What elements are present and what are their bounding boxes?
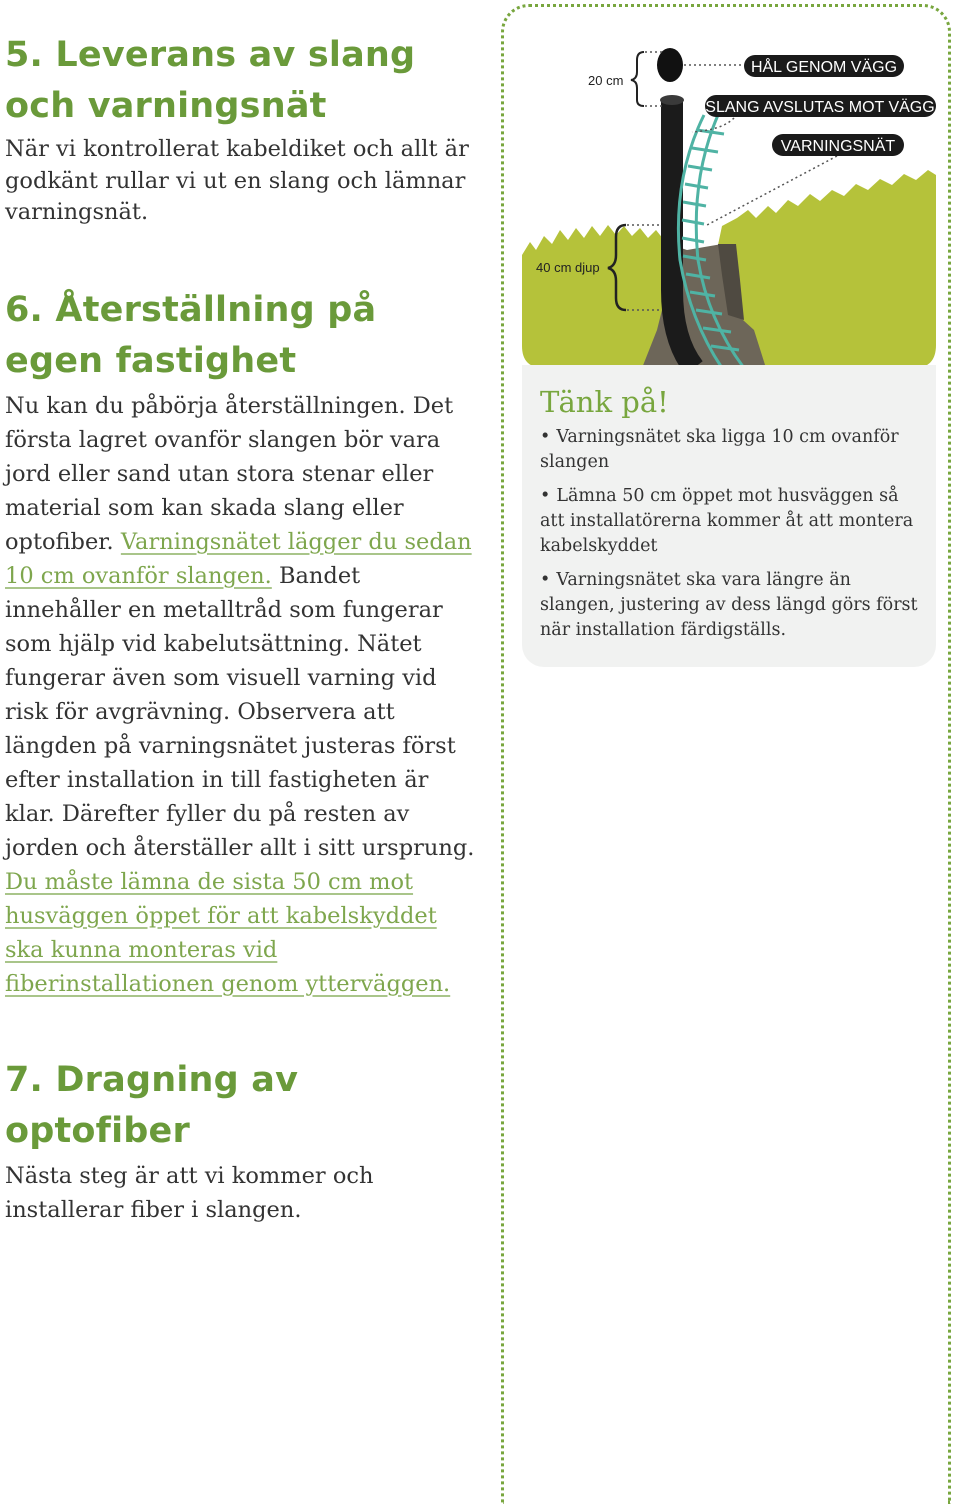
section-6-title	[5, 285, 475, 387]
hose-end	[660, 95, 684, 105]
tip-item	[540, 425, 918, 475]
section-5-body: När vi kontrollerat kabeldiket och allt är godkänt rullar vi ut en slang och lämnar varningsnät.	[5, 136, 469, 225]
section-7	[5, 1055, 475, 1227]
tip-item-text: Lämna 50 cm öppet mot husväggen så att installatörerna kommer åt att montera kabelskyddet	[540, 486, 914, 556]
label-hole: HÅL GENOM VÄGG	[750, 59, 898, 76]
grass-left	[522, 225, 672, 368]
section-7-title-line-1: 7. Dragning av	[5, 1060, 299, 1100]
wall-opening-highlight: Du måste lämna de sista 50 cm mot husväggen öppet för att kabelskyddet ska kunna monteras vid fiberinstallationen genom ytterväggen.	[5, 869, 451, 997]
section-5-title-line-2: och varningsnät	[5, 86, 327, 126]
tip-item	[540, 568, 918, 643]
bullet-icon: •	[540, 570, 551, 590]
section-7-title	[5, 1055, 475, 1157]
section-7-title-line-2: optofiber	[5, 1111, 190, 1151]
tip-item-text: Varningsnätet ska ligga 10 cm ovanför slangen	[540, 427, 899, 472]
section-6-body-part-2: Bandet innehåller en metalltråd som fungerar som hjälp vid kabelutsättning. Nätet fungerar även som visuell varning vid risk för avgrävning. Observera att längden på varningsnätet justeras först efter installation in till fastigheten är klar. Därefter fyller du på resten av jorden och återställer allt i sitt ursprung.	[5, 563, 475, 861]
net-placement-highlight: Varningsnätet lägger du sedan 10 cm ovanför slangen.	[5, 529, 472, 589]
section-5-title-line-1: 5. Leverans av slang	[5, 35, 416, 75]
section-6-title-line-1: 6. Återställning på	[5, 290, 377, 330]
section-6-title-line-2: egen fastighet	[5, 341, 297, 381]
tips-box	[522, 365, 936, 667]
bullet-icon: •	[540, 486, 551, 506]
tips-title: Tänk på!	[540, 385, 669, 419]
label-net: VARNINGSNÄT	[780, 138, 896, 155]
hose-illustration	[522, 30, 936, 368]
bullet-icon: •	[540, 427, 551, 447]
tip-item	[540, 484, 918, 559]
wall-hole-icon	[657, 48, 683, 82]
section-6-body	[5, 389, 475, 1001]
section-7-body: Nästa steg är att vi kommer och installerar fiber i slangen.	[5, 1163, 374, 1223]
section-5-title	[5, 30, 475, 132]
label-hose-end: SLANG AVSLUTAS MOT VÄGG	[705, 99, 935, 116]
brace-20cm	[631, 52, 644, 106]
section-6	[5, 285, 475, 1001]
section-5	[5, 30, 475, 229]
label-40cm: 40 cm djup	[536, 260, 600, 275]
tip-item-text: Varningsnätet ska vara längre än slangen, justering av dess längd görs först när installation färdigställs.	[540, 570, 918, 640]
section-6-body-part-1: Nu kan du påbörja återställningen. Det första lagret ovanför slangen bör vara jord eller sand utan stora stenar eller material som kan skada slang eller optofiber.	[5, 393, 454, 555]
label-20cm: 20 cm	[588, 73, 624, 88]
